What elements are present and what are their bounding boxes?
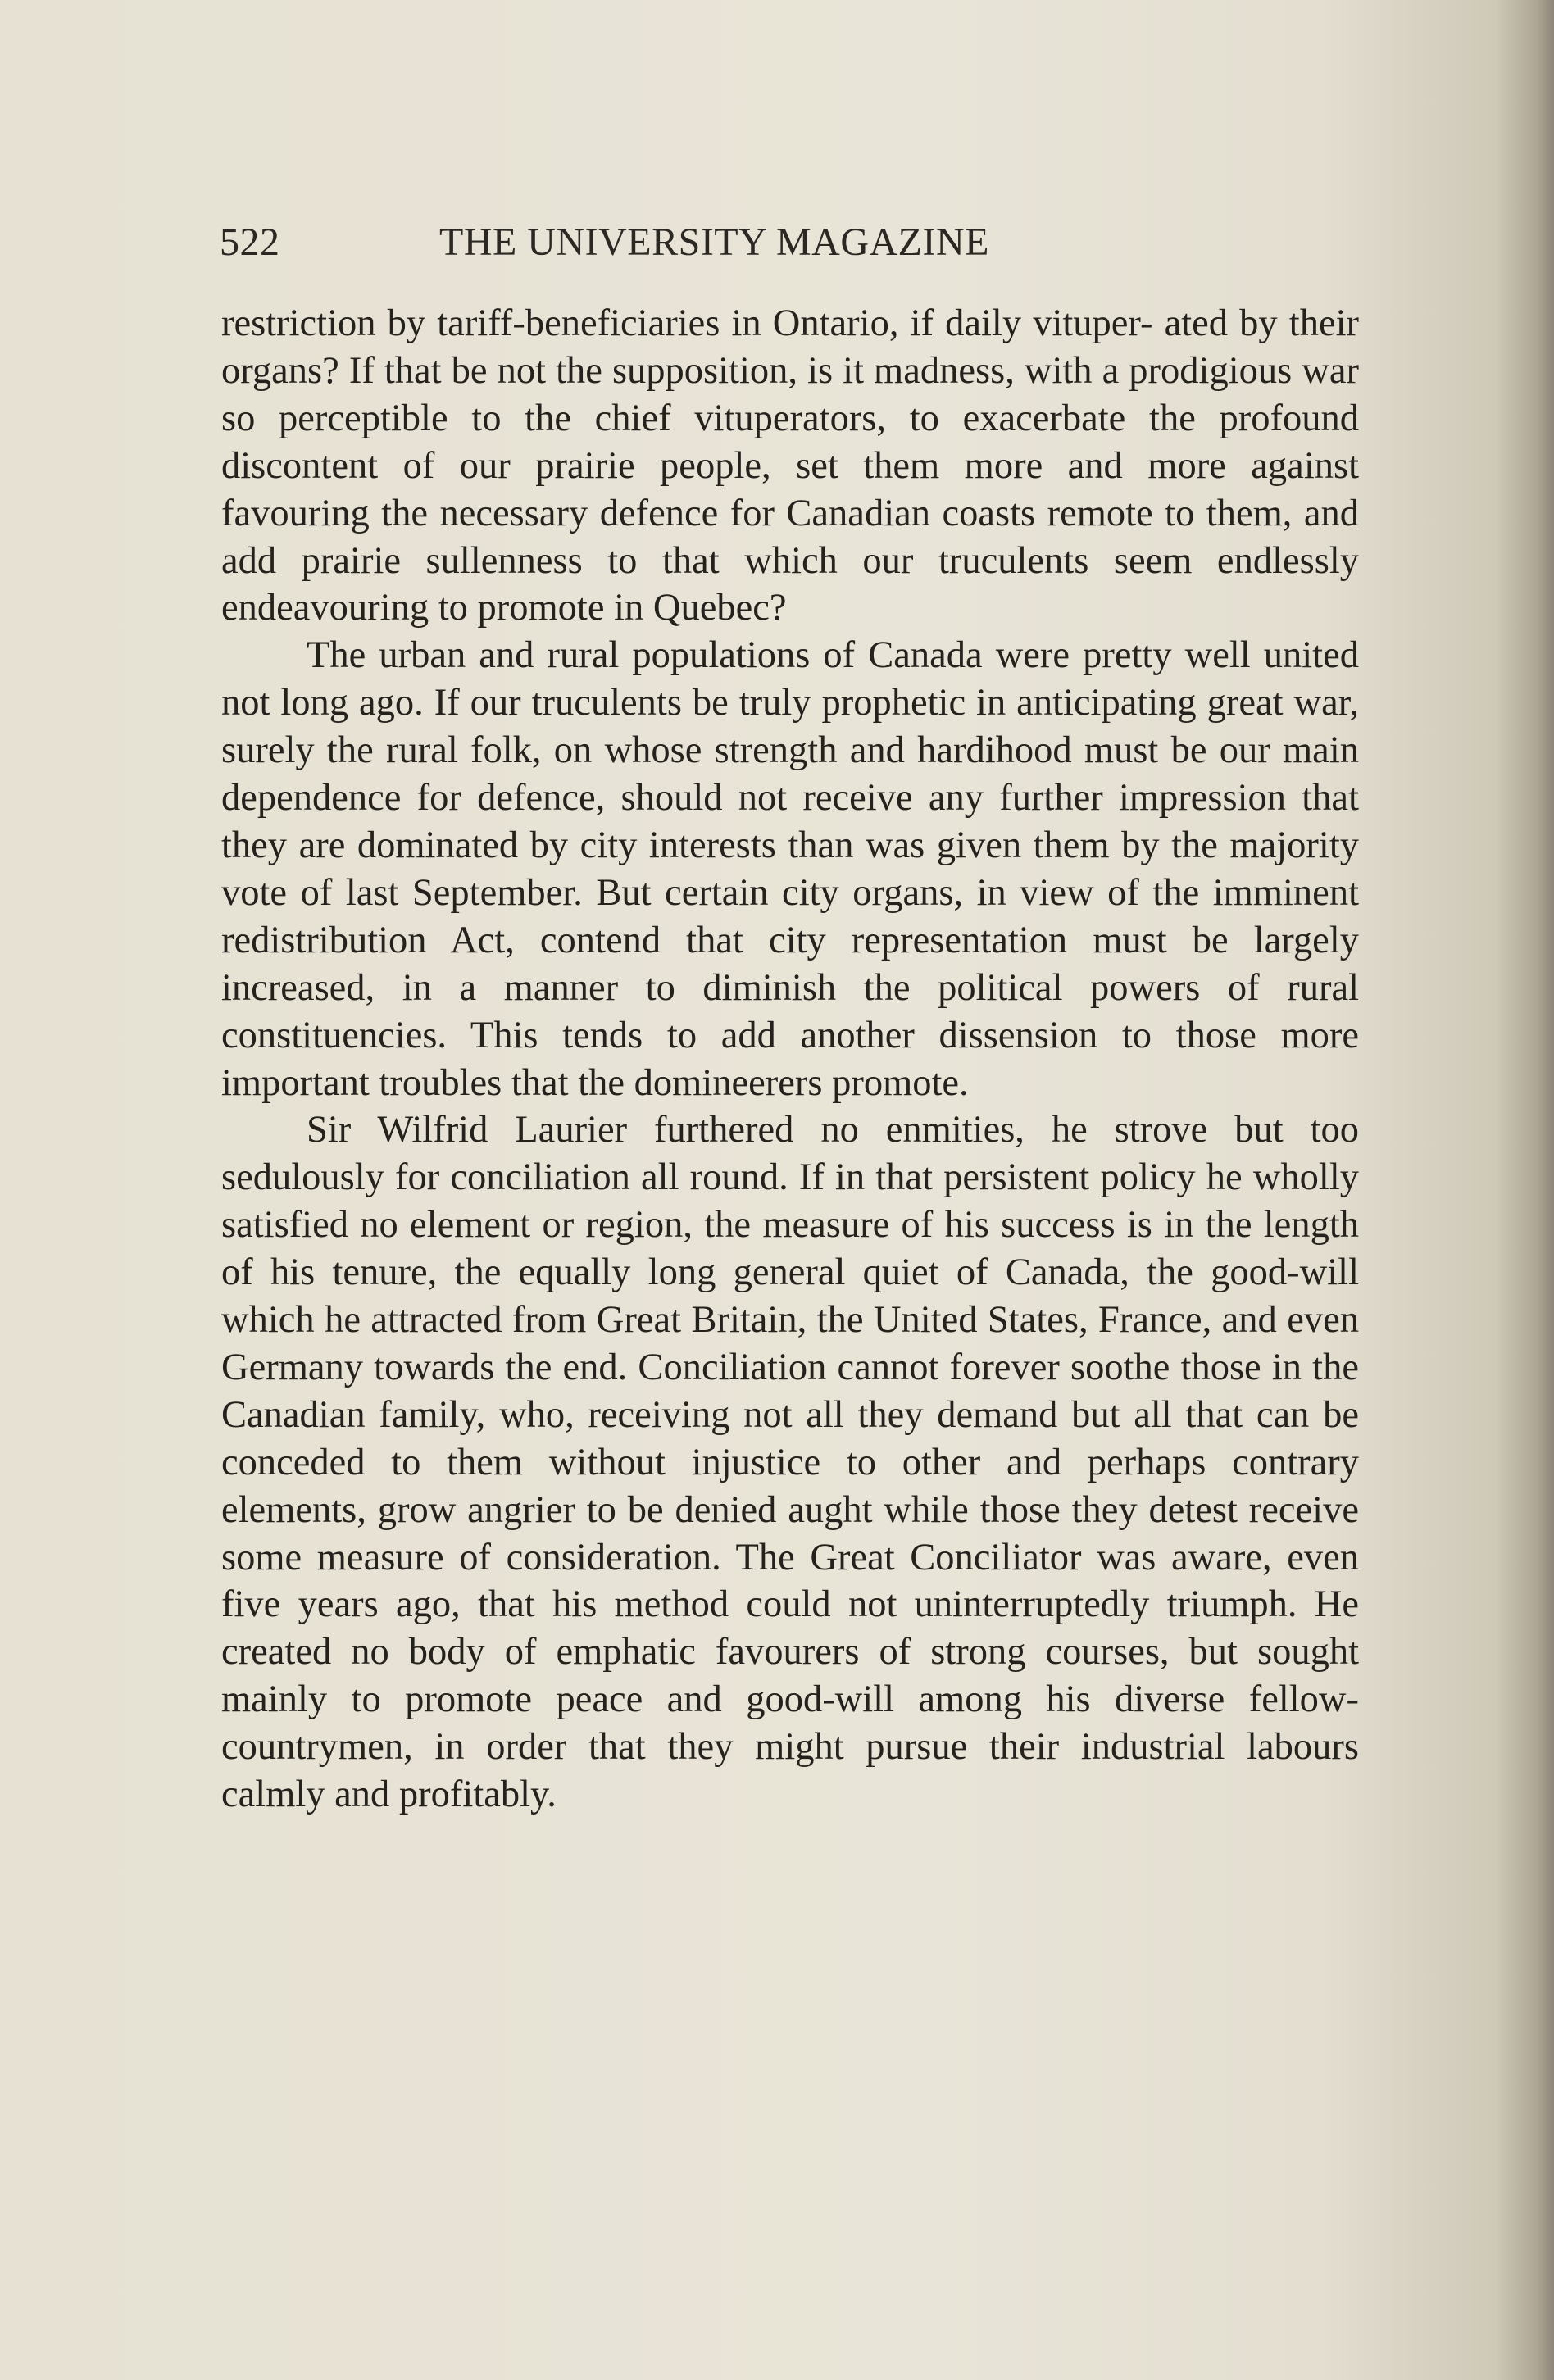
page-number: 522 — [220, 220, 280, 264]
paragraph-1: restriction by tariff-beneficiaries in Ontario, if daily vituper- ated by their organs? If that be not the supposition, is it madness, with a prodigious war so perceptible to the chief vituperators, to exacerbate the profound discontent of our prairie people, set them more and more against favouring the necessary defence for Canadian coasts remote to them, and add prairie sullenness to that which our truculents seem endlessly endeavouring to promote in Quebec? — [221, 302, 1359, 629]
body-text — [221, 300, 1359, 1819]
paragraph-2: The urban and rural populations of Canada were pretty well united not long ago. If our truculents be truly prophetic in anticipating great war, surely the rural folk, on whose strength and hardihood must be our main dependence for defence, should not receive any further impression that they are dominated by city interests than was given them by the majority vote of last September. But certain city organs, in view of the imminent redistribution Act, contend that city representation must be largely increased, in a manner to diminish the political powers of rural constituencies. This tends to add another dissension to those more important troubles that the domineerers promote. — [221, 634, 1359, 1104]
running-header — [220, 220, 1367, 269]
running-title: THE UNIVERSITY MAGAZINE — [439, 220, 989, 264]
page-edge-shadow — [1497, 0, 1554, 2380]
paragraph-3: Sir Wilfrid Laurier furthered no enmities, he strove but too sedulously for conciliation all round. If in that persistent policy he wholly satisfied no element or region, the measure of his success is in the length of his tenure, the equally long general quiet of Canada, the good-will which he attracted from Great Britain, the United States, France, and even Germany towards the end. Conciliation cannot forever soothe those in the Canadian family, who, receiving not all they demand but all that can be conceded to them without injustice to other and perhaps contrary elements, grow angrier to be denied aught while those they detest receive some measure of consideration. The Great Conciliator was aware, even five years ago, that his method could not uninterruptedly triumph. He created no body of emphatic favourers of strong courses, but sought mainly to promote peace and good-will among his diverse fellow-countrymen, in order that they might pursue their industrial labours calmly and profitably. — [221, 1109, 1359, 1816]
